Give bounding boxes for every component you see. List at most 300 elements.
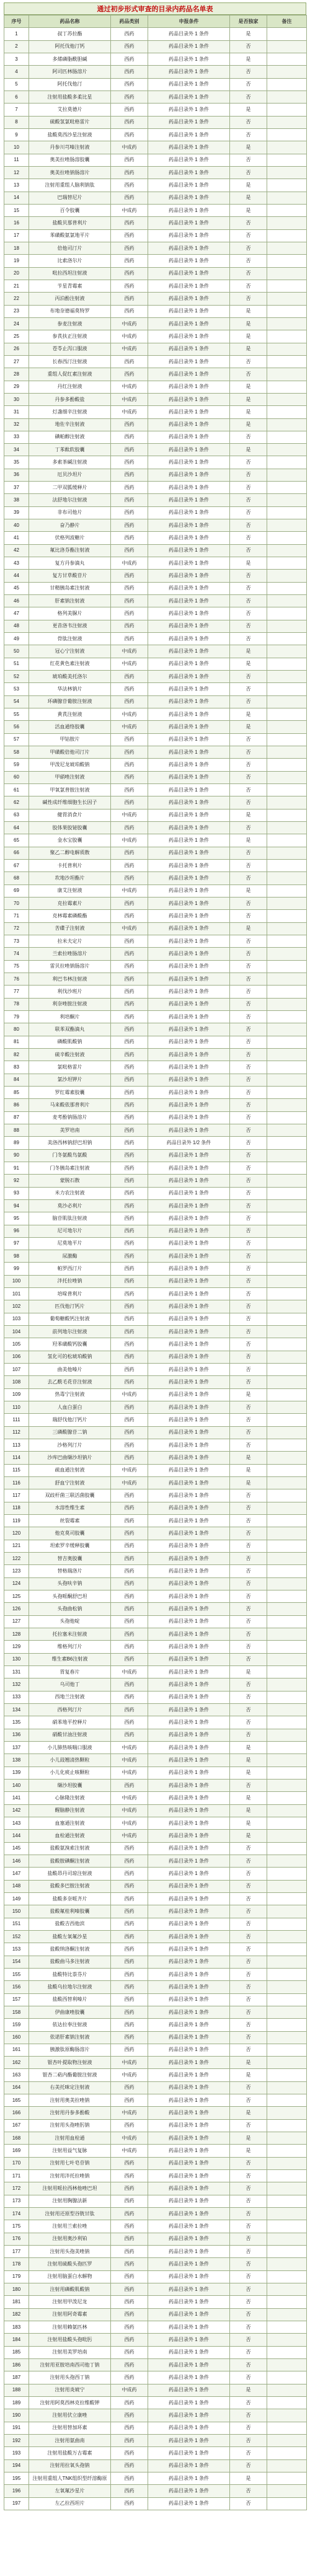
cell-exclusive: 是 [230,1477,267,1489]
cell-no: 103 [4,1313,29,1325]
cell-remark [267,1439,307,1452]
header-row [4,15,307,28]
cell-exclusive: 否 [230,1880,267,1892]
cell-category: 中成药 [111,1477,148,1489]
cell-remark [267,2006,307,2018]
cell-exclusive: 否 [230,683,267,695]
cell-remark [267,2031,307,2044]
cell-category: 西药 [111,418,148,431]
cell-exclusive: 否 [230,456,267,469]
cell-remark [267,1540,307,1552]
cell-condition: 药品目录外 1 条件 [148,1577,230,1590]
cell-exclusive: 否 [230,2435,267,2447]
cell-exclusive: 否 [230,2346,267,2358]
cell-exclusive: 否 [230,2397,267,2409]
cell-no: 195 [4,2472,29,2484]
cell-remark [267,1603,307,1615]
cell-condition: 药品目录外 1 条件 [148,935,230,947]
cell-condition: 药品目录外 1 条件 [148,1880,230,1892]
cell-name: 他克莫司胶囊 [29,1527,111,1540]
cell-remark [267,519,307,532]
cell-category: 西药 [111,1855,148,1867]
cell-no: 149 [4,1892,29,1905]
table-row [4,1149,307,1162]
cell-category: 西药 [111,1338,148,1351]
cell-category: 西药 [111,1565,148,1577]
table-row [4,2422,307,2434]
cell-name: 注射用泮托拉唑钠 [29,2170,111,2182]
cell-name: 多索茶碱注射液 [29,456,111,469]
cell-name: 氢化可的松琥珀酸钠 [29,1351,111,1363]
cell-no: 177 [4,2246,29,2258]
cell-remark [267,267,307,280]
cell-category: 西药 [111,280,148,292]
cell-no: 36 [4,469,29,481]
table-row [4,1804,307,1817]
cell-category: 中成药 [111,1792,148,1804]
cell-name: 人血白蛋白 [29,1401,111,1414]
cell-name: 银杏叶提取物注射液 [29,2057,111,2069]
cell-remark [267,1880,307,1892]
cell-exclusive: 否 [230,1892,267,1905]
table-row [4,721,307,733]
cell-category: 西药 [111,998,148,1010]
cell-category: 中成药 [111,834,148,847]
cell-exclusive: 否 [230,2334,267,2346]
cell-no: 51 [4,658,29,670]
cell-exclusive: 否 [230,620,267,632]
cell-name: 匹伐他汀钙片 [29,1300,111,1313]
cell-no: 112 [4,1426,29,1439]
cell-exclusive: 否 [230,2485,267,2497]
cell-condition: 药品目录外 1 条件 [148,90,230,103]
cell-exclusive: 否 [230,1061,267,1074]
cell-no: 191 [4,2422,29,2434]
table-row [4,771,307,783]
cell-name: 注射用拉氧头孢钠 [29,2459,111,2472]
cell-exclusive: 否 [230,1426,267,1439]
cell-condition: 药品目录外 1 条件 [148,1741,230,1753]
cell-remark [267,1074,307,1086]
cell-remark [267,293,307,305]
cell-no: 2 [4,40,29,53]
cell-condition: 药品目录外 1 条件 [148,784,230,796]
cell-name: 胃复春片 [29,1665,111,1678]
cell-condition: 药品目录外 1 条件 [148,1237,230,1250]
cell-remark [267,53,307,65]
table-row [4,355,307,368]
cell-no: 32 [4,418,29,431]
cell-no: 144 [4,1830,29,1842]
cell-condition: 药品目录外 1 条件 [148,1452,230,1464]
cell-no: 100 [4,1275,29,1287]
cell-condition: 药品目录外 1 条件 [148,1149,230,1162]
table-row [4,406,307,418]
cell-category: 西药 [111,1099,148,1111]
table-row [4,1414,307,1426]
cell-name: 氯沙坦钾片 [29,1074,111,1086]
cell-remark [267,1149,307,1162]
cell-no: 67 [4,859,29,871]
cell-category: 中成药 [111,708,148,721]
cell-name: 甲磺酸倍他司汀片 [29,746,111,759]
cell-exclusive: 否 [230,255,267,267]
cell-remark [267,645,307,658]
cell-condition: 药品目录外 1 条件 [148,2119,230,2132]
cell-category: 西药 [111,242,148,254]
cell-remark [267,1364,307,1376]
cell-no: 182 [4,2308,29,2321]
cell-remark [267,1754,307,1767]
cell-condition: 药品目录外 1 条件 [148,469,230,481]
cell-category: 西药 [111,2233,148,2245]
cell-no: 156 [4,1981,29,1993]
table-row [4,1868,307,1880]
table-row [4,1426,307,1439]
cell-remark [267,1401,307,1414]
cell-condition: 药品目录外 1 条件 [148,2006,230,2018]
cell-no: 54 [4,695,29,708]
cell-name: 注射用炎琥宁 [29,2384,111,2396]
cell-category: 西药 [111,1048,148,1061]
cell-category: 西药 [111,1577,148,1590]
cell-category: 西药 [111,570,148,582]
cell-remark [267,1250,307,1263]
table-row [4,1326,307,1338]
cell-name: 甲硝唑注射液 [29,771,111,783]
cell-name: 西地兰注射液 [29,1691,111,1703]
cell-condition: 药品目录外 1 条件 [148,2044,230,2056]
cell-name: 重组人促红素注射液 [29,368,111,381]
cell-category: 西药 [111,859,148,871]
cell-condition: 药品目录外 1 条件 [148,1754,230,1767]
cell-remark [267,2409,307,2422]
cell-condition: 药品目录外 1 条件 [148,1010,230,1023]
cell-remark [267,708,307,721]
cell-no: 48 [4,620,29,632]
cell-exclusive: 否 [230,595,267,607]
cell-exclusive: 是 [230,192,267,204]
cell-exclusive: 否 [230,2459,267,2472]
cell-category: 西药 [111,1943,148,1956]
cell-remark [267,368,307,381]
cell-name: 蒙脱石散 [29,1175,111,1187]
table-row [4,2308,307,2321]
cell-category: 西药 [111,532,148,544]
cell-no: 110 [4,1401,29,1414]
cell-no: 74 [4,948,29,960]
cell-exclusive: 是 [230,28,267,40]
cell-condition: 药品目录外 1 条件 [148,1338,230,1351]
cell-condition: 药品目录外 1 条件 [148,1225,230,1237]
cell-remark [267,1628,307,1641]
table-row [4,544,307,557]
cell-remark [267,1653,307,1665]
table-row [4,444,307,456]
cell-no: 164 [4,2081,29,2094]
cell-exclusive: 否 [230,1540,267,1552]
cell-name: 小儿豉翘清热颗粒 [29,1754,111,1767]
cell-condition: 药品目录外 1 条件 [148,242,230,254]
cell-condition: 药品目录外 1 条件 [148,482,230,494]
cell-exclusive: 是 [230,834,267,847]
cell-exclusive: 是 [230,884,267,897]
cell-name: 阿司匹林肠溶片 [29,66,111,78]
table-row [4,1741,307,1753]
cell-name: 泮托拉唑钠 [29,1275,111,1287]
cell-exclusive: 是 [230,2384,267,2396]
cell-name: 注射用丹参多酚酸 [29,2107,111,2119]
cell-condition: 药品目录外 1 条件 [148,1300,230,1313]
cell-category: 西药 [111,166,148,179]
table-row [4,229,307,242]
table-row [4,1653,307,1665]
cell-category: 西药 [111,1137,148,1149]
cell-remark [267,1905,307,1918]
cell-no: 73 [4,935,29,947]
cell-remark [267,2346,307,2358]
table-row [4,28,307,40]
cell-condition: 药品目录外 1 条件 [148,2371,230,2384]
cell-exclusive: 否 [230,822,267,834]
cell-exclusive: 否 [230,2170,267,2182]
cell-name: 注射用阿莫西林克拉维酸钾 [29,2397,111,2409]
cell-remark [267,1225,307,1237]
cell-remark [267,229,307,242]
cell-remark [267,381,307,393]
table-row [4,494,307,506]
cell-remark [267,242,307,254]
cell-condition: 药品目录外 1 条件 [148,1792,230,1804]
cell-name: 尼可地尔片 [29,1225,111,1237]
cell-exclusive: 否 [230,2208,267,2220]
cell-exclusive: 是 [230,104,267,116]
cell-exclusive: 是 [230,2145,267,2157]
cell-exclusive: 否 [230,1691,267,1703]
cell-name: 莫沙必利片 [29,1199,111,1212]
cell-exclusive: 否 [230,1099,267,1111]
cell-name: 冠心宁注射液 [29,645,111,658]
cell-condition: 药品目录外 1 条件 [148,444,230,456]
table-row [4,179,307,192]
col-header-category: 药品类别 [111,15,148,28]
cell-remark [267,280,307,292]
table-row [4,2270,307,2283]
cell-name: 利伐沙班片 [29,986,111,998]
cell-name: 盐酸胺碘酮注射液 [29,1855,111,1867]
cell-name: 参麦注射液 [29,317,111,330]
cell-remark [267,2081,307,2094]
cell-name: 甲泼尼龙琥珀酸钠 [29,759,111,771]
cell-exclusive: 否 [230,960,267,973]
cell-name: 碘帕醇注射液 [29,431,111,443]
cell-name: 利巴韦林注射液 [29,973,111,985]
cell-exclusive: 否 [230,78,267,90]
cell-condition: 药品目录外 1 条件 [148,128,230,141]
cell-no: 159 [4,2019,29,2031]
cell-exclusive: 否 [230,2157,267,2169]
cell-no: 34 [4,444,29,456]
cell-name: 丙泊酚注射液 [29,293,111,305]
cell-remark [267,1338,307,1351]
table-row [4,393,307,405]
table-row [4,1010,307,1023]
cell-name: 丁苯酞软胶囊 [29,444,111,456]
cell-name: 二甲双胍缓释片 [29,482,111,494]
cell-no: 133 [4,1691,29,1703]
cell-condition: 药品目录外 1 条件 [148,1364,230,1376]
cell-condition: 药品目录外 1 条件 [148,1804,230,1817]
table-row [4,633,307,645]
cell-name: 头孢曲松钠 [29,1603,111,1615]
cell-no: 138 [4,1754,29,1767]
cell-category: 西药 [111,444,148,456]
table-row [4,1754,307,1767]
table-row [4,1502,307,1514]
cell-category: 西药 [111,1288,148,1300]
cell-remark [267,960,307,973]
cell-category: 西药 [111,2334,148,2346]
cell-no: 85 [4,1086,29,1098]
cell-remark [267,1968,307,1980]
cell-no: 68 [4,872,29,884]
cell-remark [267,2132,307,2145]
cell-no: 148 [4,1880,29,1892]
table-row [4,746,307,759]
cell-name: 培哚普利片 [29,1288,111,1300]
cell-condition: 药品目录外 1 条件 [148,884,230,897]
cell-name: 硫辛酸注射液 [29,1048,111,1061]
cell-no: 49 [4,633,29,645]
cell-remark [267,2447,307,2459]
cell-condition: 药品目录外 1 条件 [148,822,230,834]
cell-remark [267,116,307,128]
cell-name: 硝苯地平控释片 [29,1716,111,1729]
cell-no: 187 [4,2371,29,2384]
cell-category: 西药 [111,1691,148,1703]
cell-exclusive: 是 [230,1767,267,1779]
cell-remark [267,330,307,343]
cell-remark [267,2170,307,2182]
table-row [4,607,307,620]
cell-remark [267,2182,307,2195]
cell-condition: 药品目录外 1 条件 [148,1388,230,1401]
cell-exclusive: 否 [230,519,267,532]
cell-exclusive: 否 [230,1905,267,1918]
cell-category: 西药 [111,40,148,53]
cell-name: 雷贝拉唑钠肠溶片 [29,960,111,973]
cell-name: 奋乃静片 [29,519,111,532]
cell-no: 192 [4,2435,29,2447]
cell-category: 西药 [111,1364,148,1376]
cell-category: 西药 [111,1275,148,1287]
table-row [4,1628,307,1641]
cell-remark [267,217,307,229]
cell-remark [267,1868,307,1880]
table-row [4,1288,307,1300]
table-row [4,986,307,998]
cell-exclusive: 是 [230,922,267,935]
cell-category: 西药 [111,1880,148,1892]
cell-name: 沙库巴曲缬沙坦钠片 [29,1452,111,1464]
table-row [4,1830,307,1842]
cell-category: 中成药 [111,884,148,897]
cell-no: 158 [4,2006,29,2018]
table-row [4,2296,307,2308]
table-row [4,78,307,90]
cell-category: 西药 [111,1678,148,1691]
cell-condition: 药品目录外 1 条件 [148,267,230,280]
cell-category: 中成药 [111,721,148,733]
cell-remark [267,859,307,871]
cell-remark [267,2220,307,2233]
cell-no: 178 [4,2258,29,2270]
cell-exclusive: 否 [230,1149,267,1162]
table-row [4,1364,307,1376]
cell-no: 155 [4,1968,29,1980]
cell-name: 非布司他片 [29,506,111,519]
cell-category: 中成药 [111,2132,148,2145]
cell-remark [267,482,307,494]
cell-category: 西药 [111,2019,148,2031]
cell-category: 西药 [111,1300,148,1313]
cell-no: 44 [4,570,29,582]
cell-remark [267,1010,307,1023]
cell-category: 西药 [111,1376,148,1388]
table-row [4,922,307,935]
table-row [4,671,307,683]
cell-no: 77 [4,986,29,998]
table-row [4,343,307,355]
cell-no: 62 [4,796,29,809]
cell-remark [267,28,307,40]
cell-no: 140 [4,1779,29,1791]
cell-condition: 药品目录外 1 条件 [148,557,230,570]
table-row [4,998,307,1010]
cell-exclusive: 是 [230,141,267,154]
cell-remark [267,595,307,607]
table-row [4,784,307,796]
cell-exclusive: 否 [230,1010,267,1023]
cell-remark [267,2246,307,2258]
col-header-exclusive: 是否独家 [230,15,267,28]
cell-no: 87 [4,1111,29,1124]
cell-exclusive: 否 [230,40,267,53]
cell-category: 西药 [111,2397,148,2409]
cell-no: 188 [4,2384,29,2396]
cell-remark [267,1061,307,1074]
cell-exclusive: 是 [230,1792,267,1804]
table-row [4,1023,307,1036]
cell-category: 西药 [111,1603,148,1615]
cell-category: 西药 [111,595,148,607]
table-row [4,2409,307,2422]
cell-condition: 药品目录外 1 条件 [148,570,230,582]
cell-no: 126 [4,1603,29,1615]
cell-name: 缬沙坦胶囊 [29,1779,111,1791]
cell-category: 西药 [111,1981,148,1993]
cell-no: 70 [4,897,29,909]
cell-name: 苍苓止泻口服液 [29,343,111,355]
cell-exclusive: 否 [230,582,267,594]
cell-condition: 药品目录外 1 条件 [148,532,230,544]
table-row [4,217,307,229]
cell-no: 28 [4,368,29,381]
cell-remark [267,317,307,330]
cell-exclusive: 是 [230,1665,267,1678]
cell-name: 兰索拉唑肠溶片 [29,948,111,960]
cell-condition: 药品目录外 1 条件 [148,671,230,683]
